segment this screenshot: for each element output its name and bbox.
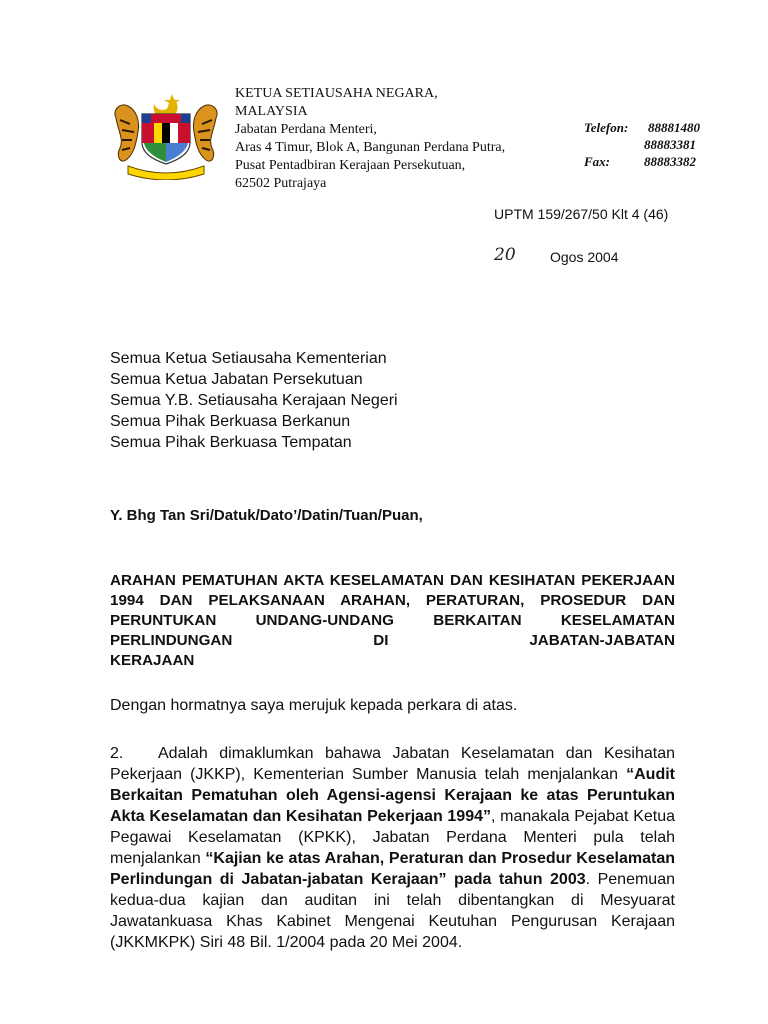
recipient-line: Semua Pihak Berkuasa Tempatan: [110, 434, 352, 451]
paragraph-text: , manakala Pejabat Ketua Pegawai Keselamatan (KPKK), Jabatan Perdana Menteri pula telah menjalankan: [110, 808, 676, 867]
paragraph-text: . Penemuan kedua-dua kajian dan auditan ini telah dibentangkan di Mesyuarat Jawatankuasa Khas Kabinet Mengenai Keutuhan Pengurusan Kerajaan (JKKMKPK) Siri 48 Bil. 1/2004 pada 20 Mei 2004.: [110, 871, 676, 951]
address-line: Pusat Pentadbiran Kerajaan Persekutuan,: [235, 158, 466, 173]
recipients-list: [110, 348, 398, 453]
paragraph-bold-text: “Audit Berkaitan Pematuhan oleh Agensi-agensi Kerajaan ke atas Peruntukan Akta Keselamatan dan Kesihatan Pekerjaan 1994”: [110, 766, 675, 825]
subject-text: ARAHAN PEMATUHAN AKTA KESELAMATAN DAN KESIHATAN PEKERJAAN 1994 DAN PELAKSANAAN ARAHAN, PERATURAN, PROSEDUR DAN PERUNTUKAN UNDANG-UNDANG BERKAITAN KESELAMATAN PERLINDUNGAN DI JABATAN-JABATAN: [110, 572, 675, 649]
coat-of-arms-icon: [110, 90, 222, 180]
paragraph-number: 2.: [110, 745, 124, 762]
fax-label: Fax:: [584, 154, 610, 169]
paragraph-bold-text: “Kajian ke atas Arahan, Peraturan dan Prosedur Keselamatan Perlindungan di Jabatan-jabatan Kerajaan” pada tahun 2003: [110, 850, 676, 888]
recipient-line: Semua Pihak Berkuasa Berkanun: [110, 413, 351, 430]
address-line: 62502 Putrajaya: [235, 176, 327, 191]
letterhead-address: [235, 85, 505, 193]
telefon-number: 88883381: [644, 137, 696, 152]
address-line: Aras 4 Timur, Blok A, Bangunan Perdana Putra,: [235, 140, 506, 155]
telefon-number: 88881480: [648, 120, 700, 135]
salutation: Y. Bhg Tan Sri/Datuk/Dato’/Datin/Tuan/Puan,: [110, 507, 423, 524]
paragraph-text: Adalah dimaklumkan bahawa Jabatan Keselamatan dan Kesihatan Pekerjaan (JKKP), Kementerian Sumber Manusia telah menjalankan: [110, 745, 675, 783]
paragraph-2: [110, 743, 675, 953]
subject-last-word: KERAJAAN: [110, 652, 195, 669]
recipient-line: Semua Ketua Setiausaha Kementerian: [110, 350, 387, 367]
recipient-line: Semua Ketua Jabatan Persekutuan: [110, 371, 363, 388]
address-line: MALAYSIA: [235, 104, 308, 119]
address-line: KETUA SETIAUSAHA NEGARA,: [235, 86, 438, 101]
address-line: Jabatan Perdana Menteri,: [235, 122, 377, 137]
paragraph-1: Dengan hormatnya saya merujuk kepada perkara di atas.: [110, 697, 518, 714]
subject-heading: [110, 571, 675, 671]
reference-number: UPTM 159/267/50 Klt 4 (46): [494, 206, 669, 222]
recipient-line: Semua Y.B. Setiausaha Kerajaan Negeri: [110, 392, 398, 409]
telefon-label: Telefon:: [584, 120, 629, 135]
handwritten-day: 20: [494, 245, 516, 265]
letter-date: Ogos 2004: [550, 249, 619, 265]
fax-number: 88883382: [644, 154, 696, 169]
